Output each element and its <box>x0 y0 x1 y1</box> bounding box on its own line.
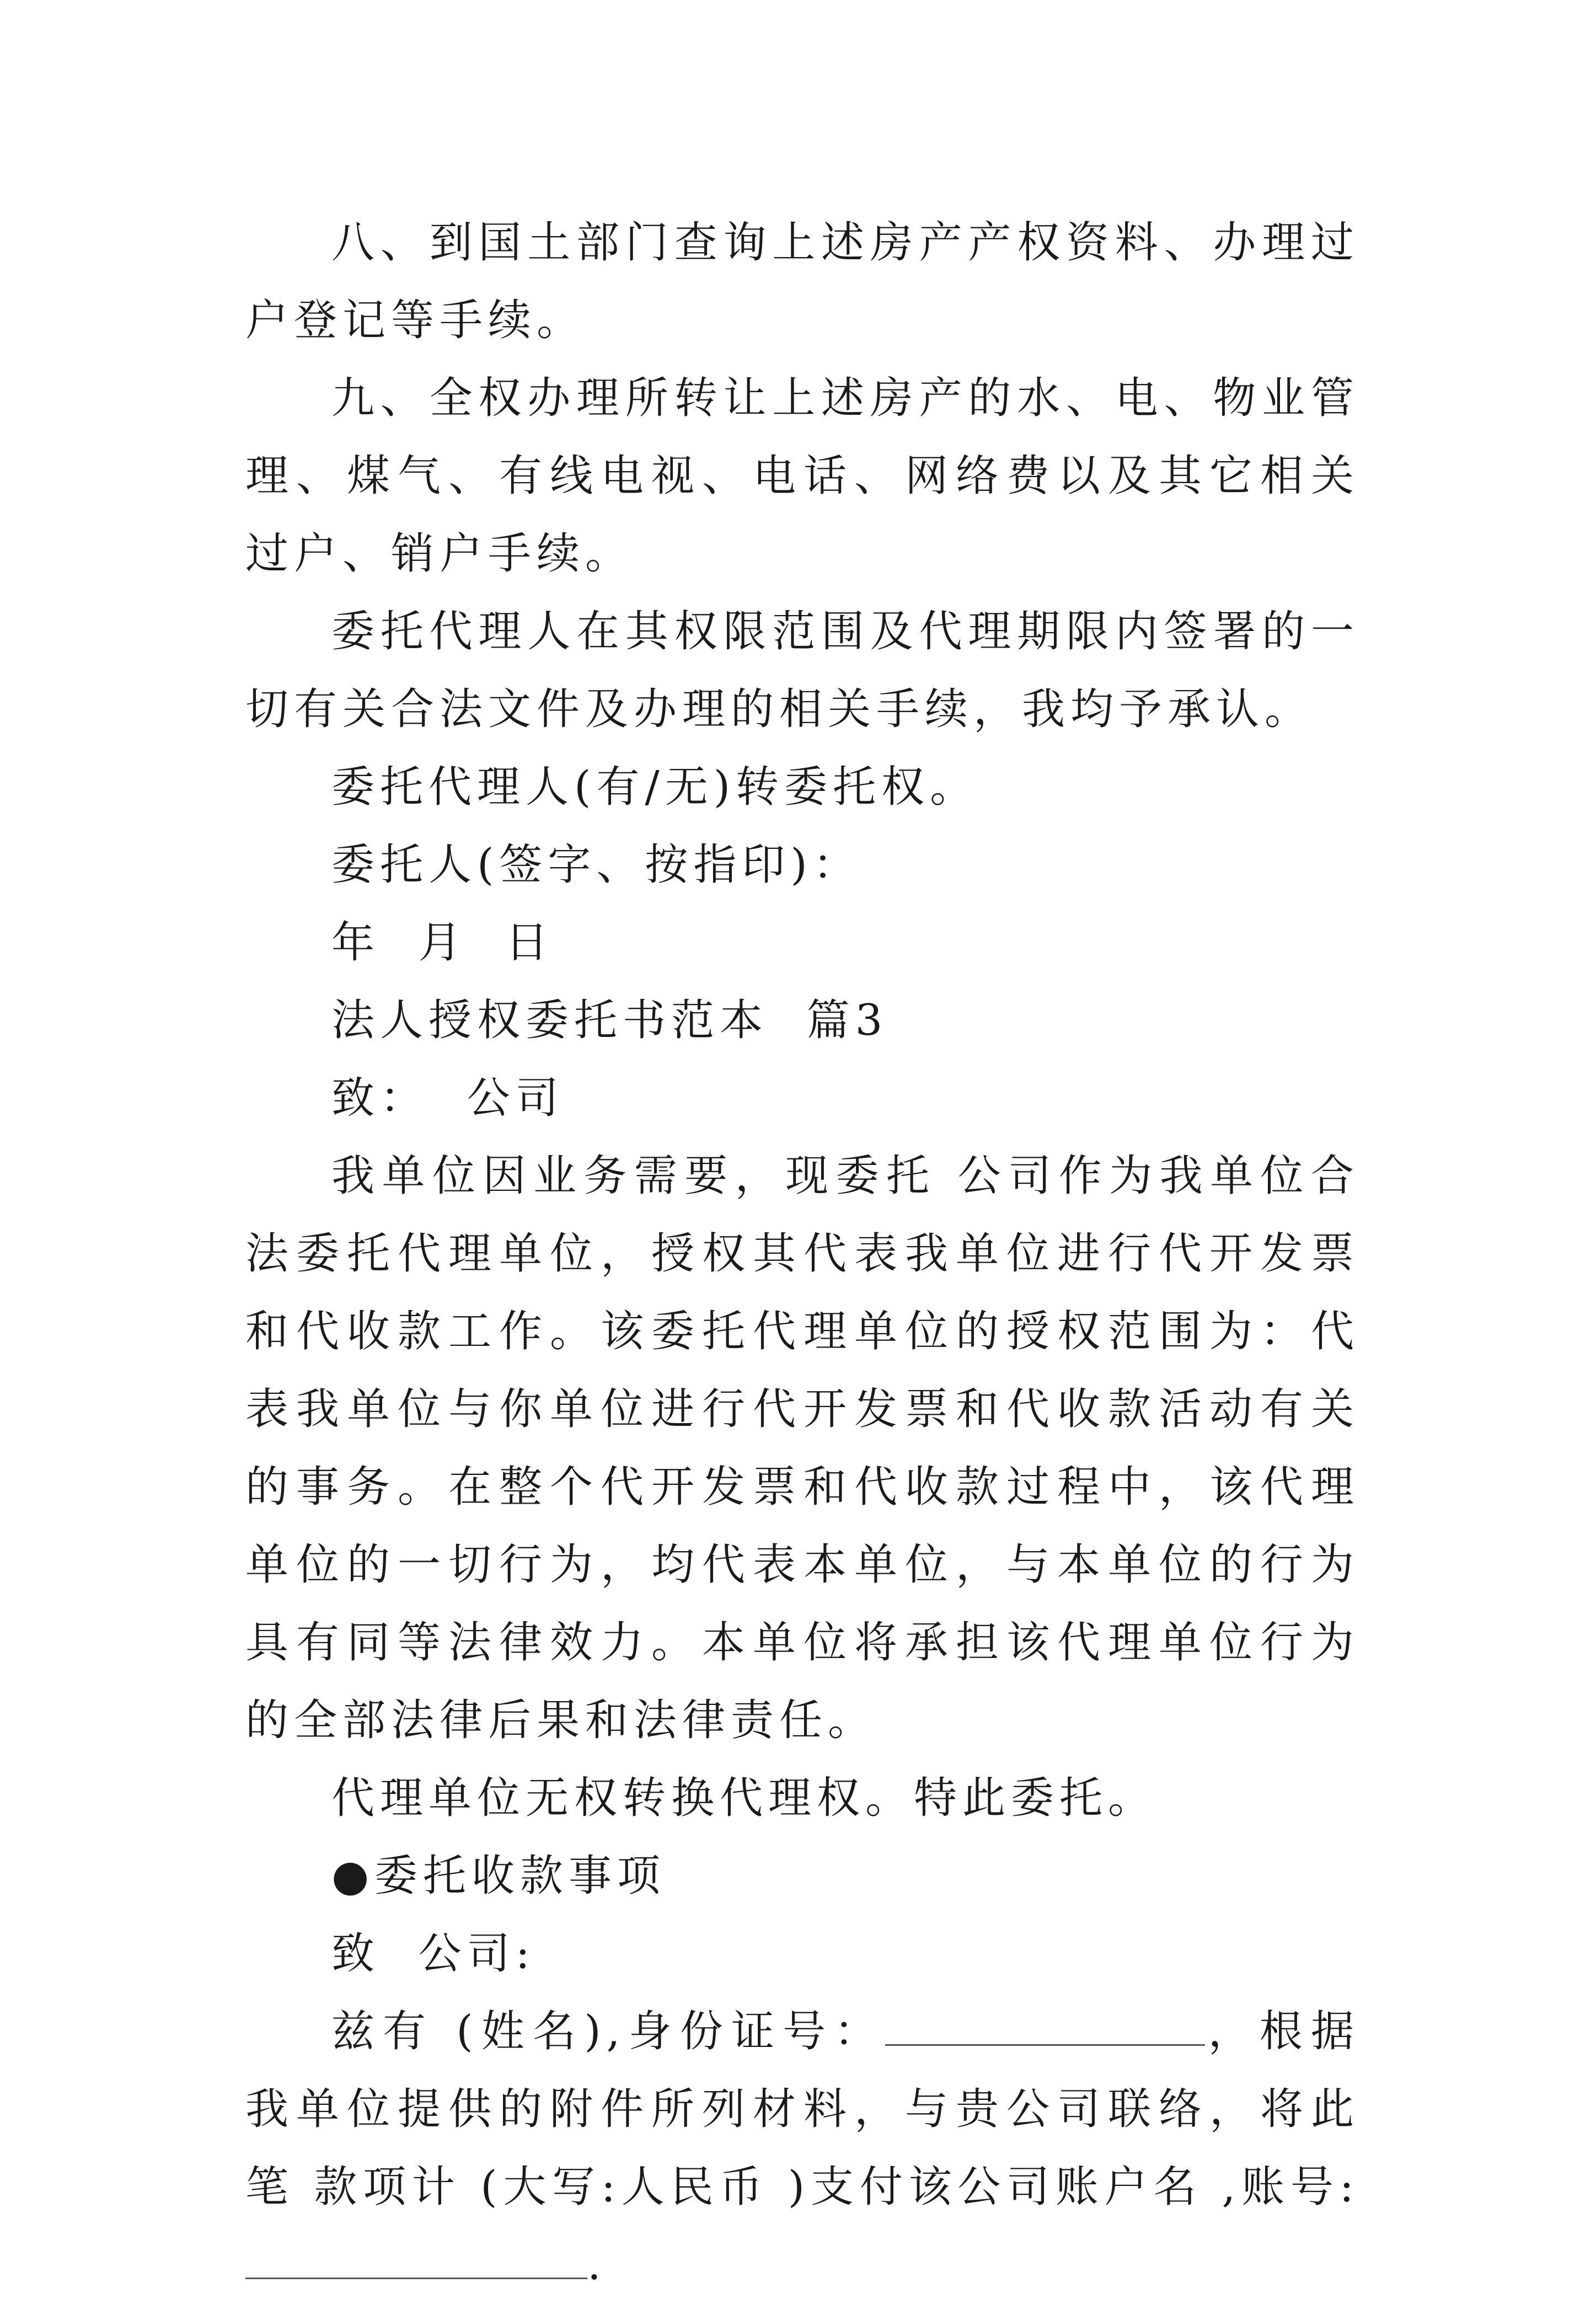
subsection-title: ●委托收款事项 <box>331 1851 666 1901</box>
section-title: 法人授权委托书范本 篇3 <box>331 996 888 1045</box>
paragraph-date-line: 年 月 日 <box>331 918 554 967</box>
paragraph-signature-line: 委托人(签字、按指印)： <box>331 840 861 890</box>
addressee-line-2: 致 公司: <box>331 1929 535 1979</box>
id-number-blank <box>885 2011 1205 2046</box>
paragraph-subdelegation: 委托代理人(有/无)转委托权。 <box>331 762 979 812</box>
addressee-line: 致： 公司 <box>331 1073 564 1123</box>
document-body <box>245 204 1359 2304</box>
paragraph-acknowledgement: 委托代理人在其权限范围及代理期限内签署的一切有关合法文件及办理的相关手续，我均予承认。 <box>245 607 1359 734</box>
paragraph-authorization-body: 我单位因业务需要，现委托 公司作为我单位合法委托代理单位，授权其代表我单位进行代开发票和代收款工作。该委托代理单位的授权范围为：代表我单位与你单位进行代开发票和代收款活动有关的事务。在整个代开发票和代收款过程中，该代理单位的一切行为，均代表本单位，与本单位的行为具有同等法律效力。本单位将承担该代理单位行为的全部法律后果和法律责任。 <box>245 1151 1359 1745</box>
paragraph-collection-details <box>245 1993 1359 2304</box>
paragraph-item-8: 八、到国土部门查询上述房产产权资料、办理过户登记等手续。 <box>245 218 1359 345</box>
collection-text-part-2: ，根据我单位提供的附件所列材料，与贵公司联络，将此笔 款项计 (大写:人民币 )支付该公司账户名 ,账号: <box>245 2007 1359 2212</box>
paragraph-item-9: 九、全权办理所转让上述房产的水、电、物业管理、煤气、有线电视、电话、网络费以及其它相关过户、销户手续。 <box>245 373 1359 579</box>
collection-text-part-3: . <box>587 2240 607 2290</box>
account-number-blank <box>245 2244 587 2279</box>
paragraph-no-transfer: 代理单位无权转换代理权。特此委托。 <box>331 1773 1157 1823</box>
collection-text-part-1: 兹有 (姓名),身份证号： <box>331 2007 886 2056</box>
